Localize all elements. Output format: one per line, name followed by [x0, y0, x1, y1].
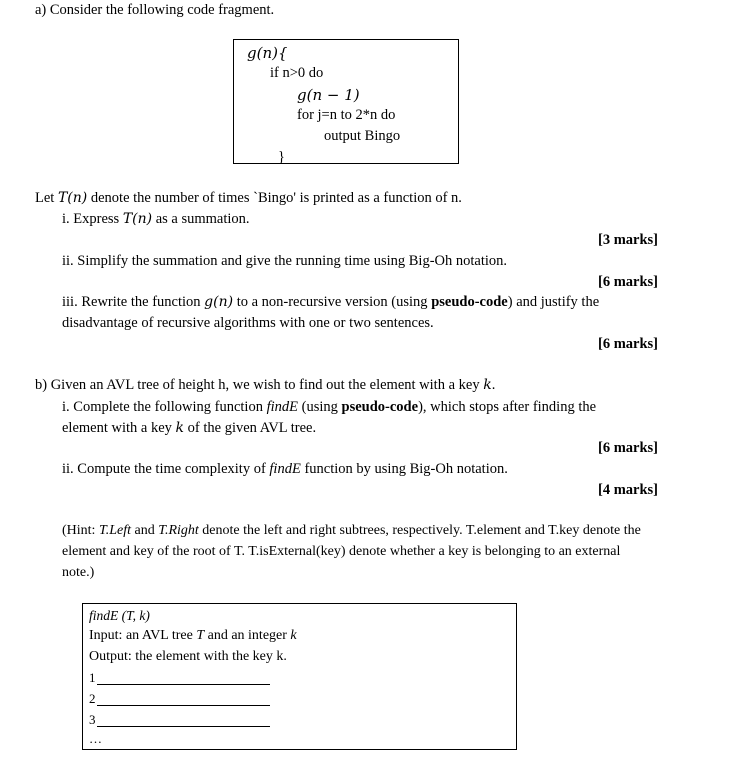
code-line-4: for j=n to 2*n do — [297, 107, 396, 123]
code-line-2: if n>0 do — [270, 65, 324, 81]
marks-a-iii: [6 marks] — [597, 336, 658, 352]
part-b-question-i: i. Complete the following function findE (using pseudo-code), which stops after finding the — [62, 399, 597, 415]
marks-a-ii: [6 marks] — [597, 274, 658, 290]
part-a-question-iii-line2: disadvantage of recursive algorithms with one or two sentences. — [62, 315, 434, 331]
part-a-question-i: i. Express T(n) as a summation. — [62, 211, 250, 227]
part-a-question-ii: ii. Simplify the summation and give the running time using Big-Oh notation. — [62, 253, 508, 269]
part-a-question-iii: iii. Rewrite the function g(n) to a non-recursive version (using pseudo-code) and justify the — [62, 294, 600, 310]
findE-line-number-3: 3 — [89, 712, 96, 727]
findE-output: Output: the element with the key k. — [89, 649, 287, 664]
part-a-heading: a) Consider the following code fragment. — [35, 2, 275, 18]
findE-input: Input: an AVL tree T and an integer k — [89, 628, 297, 643]
findE-pseudocode-box — [82, 603, 517, 750]
findE-line-number-2: 2 — [89, 691, 96, 706]
hint-line-1: (Hint: T.Left and T.Right denote the left and right subtrees, respectively. T.element and T.key denote the — [62, 523, 641, 538]
part-a-intro: Let T(n) denote the number of times `Bingo' is printed as a function of n. — [35, 190, 462, 206]
marks-b-i: [6 marks] — [597, 440, 658, 456]
marks-a-i: [3 marks] — [597, 232, 658, 248]
marks-b-ii: [4 marks] — [597, 482, 658, 498]
findE-blank-line-1[interactable] — [97, 684, 270, 685]
findE-blank-line-3[interactable] — [97, 726, 270, 727]
findE-title: findE (T, k) — [89, 608, 150, 623]
code-line-5: output Bingo — [324, 128, 401, 144]
hint-line-3: note.) — [62, 565, 95, 580]
code-fragment-box — [233, 39, 459, 164]
part-b-heading: b) Given an AVL tree of height h, we wish to find out the element with a key k. — [35, 377, 496, 393]
hint-line-2: element and key of the root of T. T.isExternal(key) denote whether a key is belonging to an external — [62, 544, 621, 559]
code-line-3: g(n − 1) — [297, 86, 360, 104]
part-b-question-ii: ii. Compute the time complexity of findE function by using Big-Oh notation. — [62, 461, 508, 477]
code-line-6: } — [278, 149, 285, 165]
code-line-1: g(n){ — [247, 44, 288, 62]
part-b-question-i-line2: element with a key k of the given AVL tree. — [62, 420, 317, 436]
findE-blank-line-2[interactable] — [97, 705, 270, 706]
findE-ellipsis: … — [89, 731, 102, 746]
findE-line-number-1: 1 — [89, 670, 96, 685]
